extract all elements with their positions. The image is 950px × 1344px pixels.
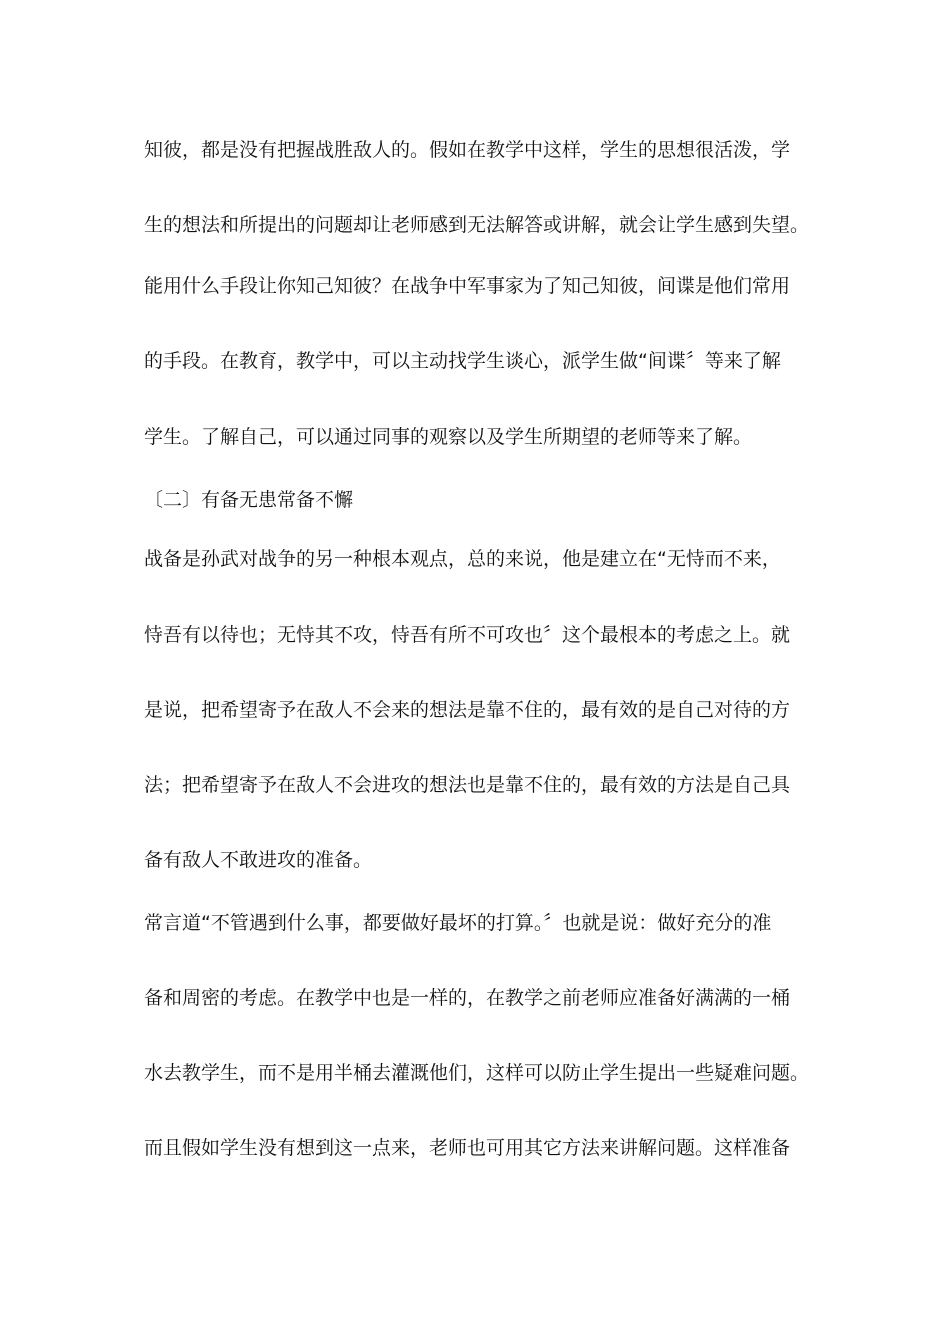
text-line-4: 的手段。在教育，教学中，可以主动找学生谈心，派学生做“间谍〞等来了解 bbox=[144, 350, 781, 372]
text-line-10: 法；把希望寄予在敌人不会进攻的想法也是靠不住的，最有效的方法是自己具 bbox=[144, 774, 791, 796]
text-line-3: 能用什么手段让你知己知彼？在战争中军事家为了知己知彼，间谍是他们常用 bbox=[144, 275, 791, 297]
text-line-11: 备有敌人不敢进攻的准备。 bbox=[144, 849, 373, 871]
text-line-1: 知彼，都是没有把握战胜敌人的。假如在教学中这样，学生的思想很活泼，学 bbox=[144, 139, 791, 161]
text-line-12: 常言道“不管遇到什么事，都要做好最坏的打算。〞也就是说：做好充分的准 bbox=[144, 912, 772, 934]
text-line-13: 备和周密的考虑。在教学中也是一样的，在教学之前老师应准备好满满的一桶 bbox=[144, 987, 791, 1009]
text-line-15: 而且假如学生没有想到这一点来，老师也可用其它方法来讲解问题。这样准备 bbox=[144, 1137, 791, 1159]
text-line-14: 水去教学生，而不是用半桶去灌溉他们，这样可以防止学生提出一些疑难问题。 bbox=[144, 1062, 810, 1084]
text-line-8: 恃吾有以待也；无恃其不攻，恃吾有所不可攻也〞这个最根本的考虑之上。就 bbox=[144, 624, 791, 646]
text-line-9: 是说，把希望寄予在敌人不会来的想法是靠不住的，最有效的是自己对待的方 bbox=[144, 699, 791, 721]
text-line-7: 战备是孙武对战争的另一种根本观点，总的来说，他是建立在“无恃而不来， bbox=[144, 548, 781, 570]
text-line-2: 生的想法和所提出的问题却让老师感到无法解答或讲解，就会让学生感到失望。 bbox=[144, 214, 810, 236]
text-line-5: 学生。了解自己，可以通过同事的观察以及学生所期望的老师等来了解。 bbox=[144, 426, 753, 448]
section-heading: 〔二〕有备无患常备不懈 bbox=[144, 489, 354, 511]
